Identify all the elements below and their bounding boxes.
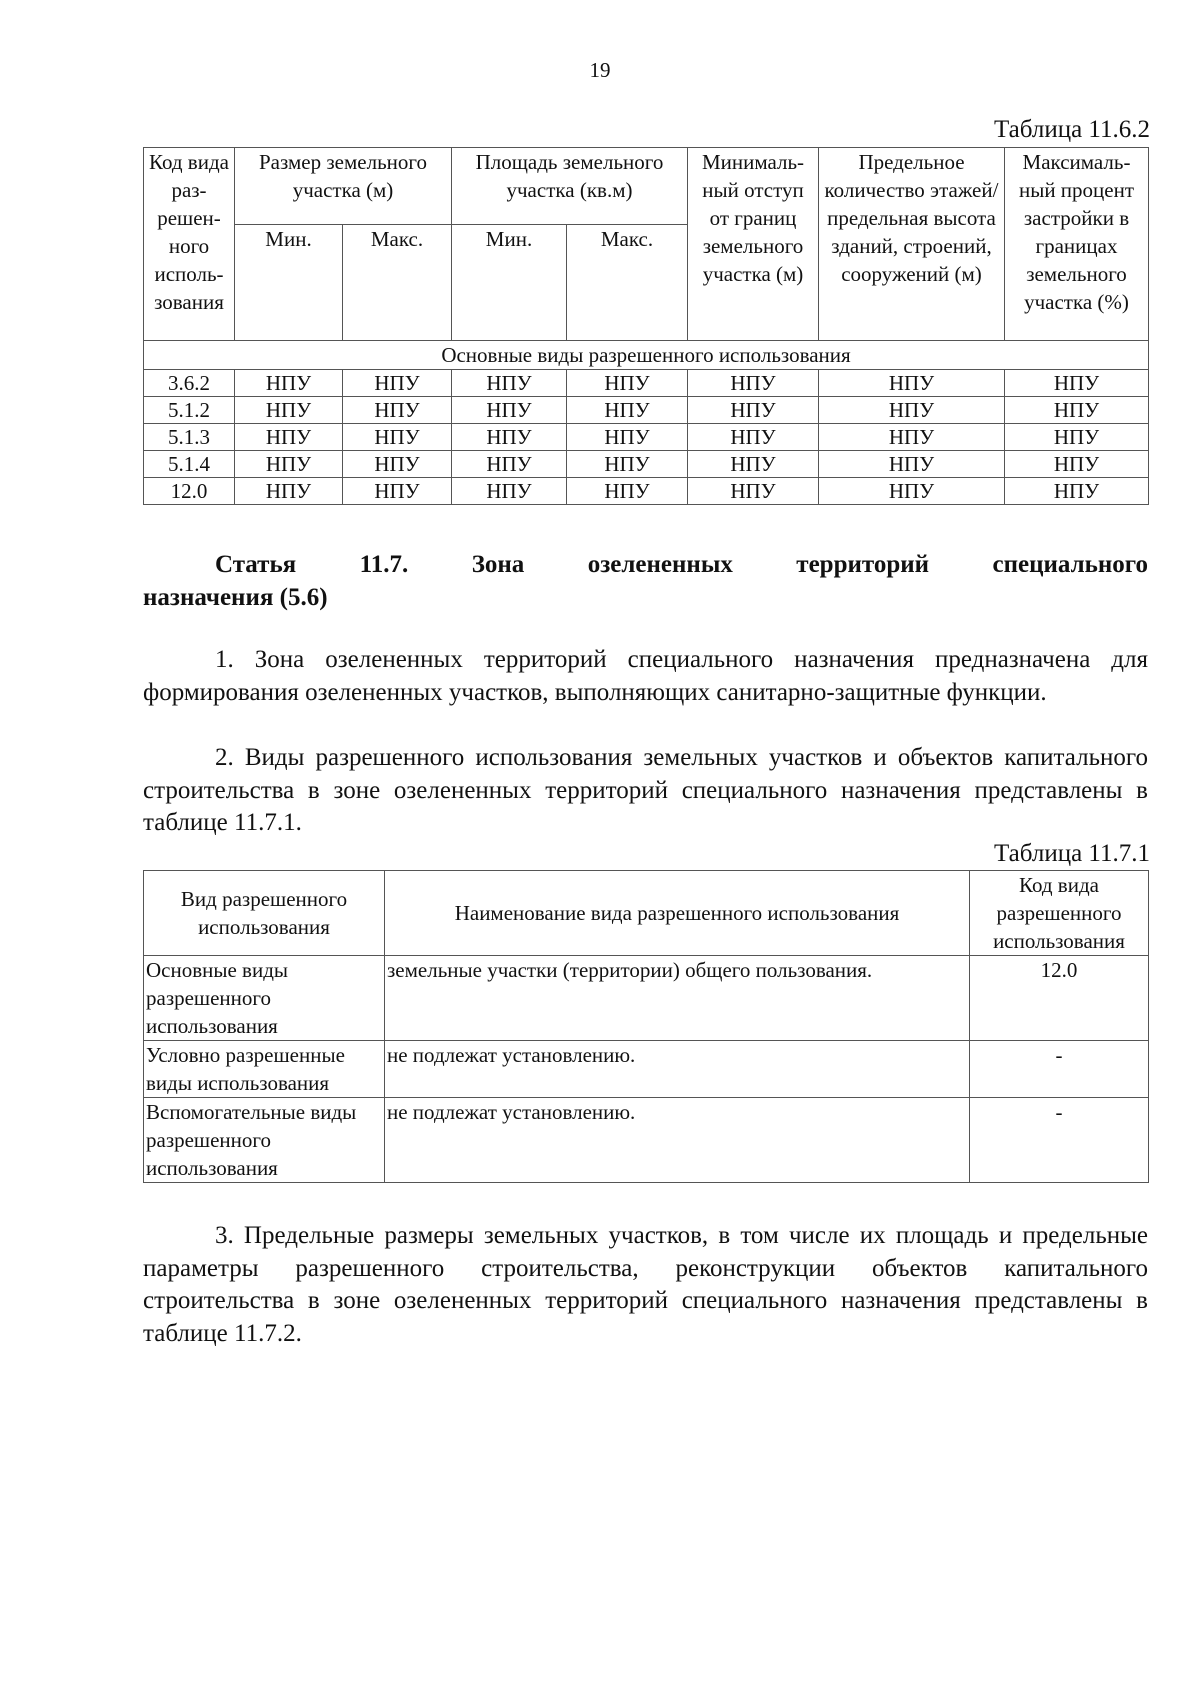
cell-name: не подлежат установлению. bbox=[385, 1041, 970, 1098]
cell: 5.1.4 bbox=[144, 451, 235, 478]
header-setback: Минималь-ный отступ от границ земельного участка (м) bbox=[688, 148, 819, 341]
paragraph-3 bbox=[143, 1220, 1148, 1350]
cell: НПУ bbox=[688, 370, 819, 397]
cell: НПУ bbox=[567, 370, 688, 397]
cell: НПУ bbox=[567, 424, 688, 451]
cell: НПУ bbox=[343, 397, 452, 424]
limits-table-11-6-2 bbox=[143, 147, 1149, 505]
cell: НПУ bbox=[1005, 397, 1149, 424]
table-row bbox=[144, 397, 1149, 424]
table-caption: Таблица 11.7.1 bbox=[994, 840, 1150, 867]
cell: 5.1.2 bbox=[144, 397, 235, 424]
cell: НПУ bbox=[235, 478, 343, 505]
cell-code: - bbox=[970, 1098, 1149, 1183]
cell: НПУ bbox=[688, 451, 819, 478]
cell: НПУ bbox=[452, 397, 567, 424]
table-row bbox=[144, 424, 1149, 451]
cell: НПУ bbox=[1005, 478, 1149, 505]
cell: НПУ bbox=[819, 478, 1005, 505]
header-code: Код вида раз-решен-ного исполь-зования bbox=[144, 148, 235, 341]
header-area-max: Макс. bbox=[567, 225, 688, 341]
cell: НПУ bbox=[1005, 370, 1149, 397]
paragraph-1-text: 1. Зона озелененных территорий специального назначения предназначена для формирования озелененных участков, выполняющих санитарно-защитные функции. bbox=[143, 646, 1148, 706]
page-number: 19 bbox=[589, 58, 611, 82]
paragraph-2-text: 2. Виды разрешенного использования земельных участков и объектов капитального строительства в зоне озелененных территорий специального назначения представлены в таблице 11.7.1. bbox=[143, 744, 1148, 836]
header-size-min: Мин. bbox=[235, 225, 343, 341]
cell: НПУ bbox=[819, 370, 1005, 397]
cell: НПУ bbox=[1005, 424, 1149, 451]
cell: НПУ bbox=[688, 424, 819, 451]
header-code: Код вида разрешенного использования bbox=[970, 871, 1149, 956]
cell: НПУ bbox=[1005, 451, 1149, 478]
cell: НПУ bbox=[235, 424, 343, 451]
cell: НПУ bbox=[343, 451, 452, 478]
cell: НПУ bbox=[235, 451, 343, 478]
cell: 5.1.3 bbox=[144, 424, 235, 451]
cell: НПУ bbox=[819, 424, 1005, 451]
cell: НПУ bbox=[343, 478, 452, 505]
header-name: Наименование вида разрешенного использования bbox=[385, 871, 970, 956]
cell: НПУ bbox=[452, 424, 567, 451]
table-row bbox=[144, 1041, 1149, 1098]
cell: НПУ bbox=[688, 478, 819, 505]
cell-name: не подлежат установлению. bbox=[385, 1098, 970, 1183]
cell: НПУ bbox=[343, 370, 452, 397]
cell: НПУ bbox=[452, 370, 567, 397]
cell: НПУ bbox=[819, 451, 1005, 478]
cell: НПУ bbox=[235, 397, 343, 424]
paragraph-2 bbox=[143, 742, 1148, 840]
table-caption: Таблица 11.6.2 bbox=[994, 116, 1150, 143]
cell: 12.0 bbox=[144, 478, 235, 505]
header-floors: Предельное количество этажей/ предельная высота зданий, строений, сооружений (м) bbox=[819, 148, 1005, 341]
paragraph-3-text: 3. Предельные размеры земельных участков, в том числе их площадь и предельные параметры разрешенного строительства, реконструкции объектов капитального строительства в зоне озелененных территорий специального назначения представлены в таблице 11.7.2. bbox=[143, 1222, 1148, 1347]
cell-type: Условно разрешенные виды использования bbox=[144, 1041, 385, 1098]
section-label: Основные виды разрешенного использования bbox=[144, 341, 1149, 370]
article-heading bbox=[143, 548, 1148, 614]
cell-name: земельные участки (территории) общего пользования. bbox=[385, 956, 970, 1041]
cell: НПУ bbox=[452, 478, 567, 505]
cell: НПУ bbox=[567, 478, 688, 505]
paragraph-1 bbox=[143, 644, 1148, 709]
article-heading-line1: Статья 11.7. Зона озелененных территорий специального bbox=[215, 551, 1148, 578]
header-plot-area: Площадь земельного участка (кв.м) bbox=[452, 148, 688, 225]
cell-code: - bbox=[970, 1041, 1149, 1098]
header-size-max: Макс. bbox=[343, 225, 452, 341]
table-row bbox=[144, 370, 1149, 397]
cell: НПУ bbox=[688, 397, 819, 424]
header-type: Вид разрешенного использования bbox=[144, 871, 385, 956]
cell-type: Основные виды разрешенного использования bbox=[144, 956, 385, 1041]
cell: НПУ bbox=[567, 397, 688, 424]
article-heading-line2: назначения (5.6) bbox=[143, 584, 328, 611]
table-row bbox=[144, 956, 1149, 1041]
cell-code: 12.0 bbox=[970, 956, 1149, 1041]
cell: НПУ bbox=[235, 370, 343, 397]
table-row bbox=[144, 478, 1149, 505]
cell: 3.6.2 bbox=[144, 370, 235, 397]
table-row bbox=[144, 1098, 1149, 1183]
cell: НПУ bbox=[819, 397, 1005, 424]
cell-type: Вспомогательные виды разрешенного использования bbox=[144, 1098, 385, 1183]
header-plot-size: Размер земельного участка (м) bbox=[235, 148, 452, 225]
table-row bbox=[144, 451, 1149, 478]
cell: НПУ bbox=[343, 424, 452, 451]
uses-table-11-7-1 bbox=[143, 870, 1149, 1183]
header-coverage: Максималь-ный процент застройки в границах земельного участка (%) bbox=[1005, 148, 1149, 341]
header-area-min: Мин. bbox=[452, 225, 567, 341]
cell: НПУ bbox=[567, 451, 688, 478]
cell: НПУ bbox=[452, 451, 567, 478]
